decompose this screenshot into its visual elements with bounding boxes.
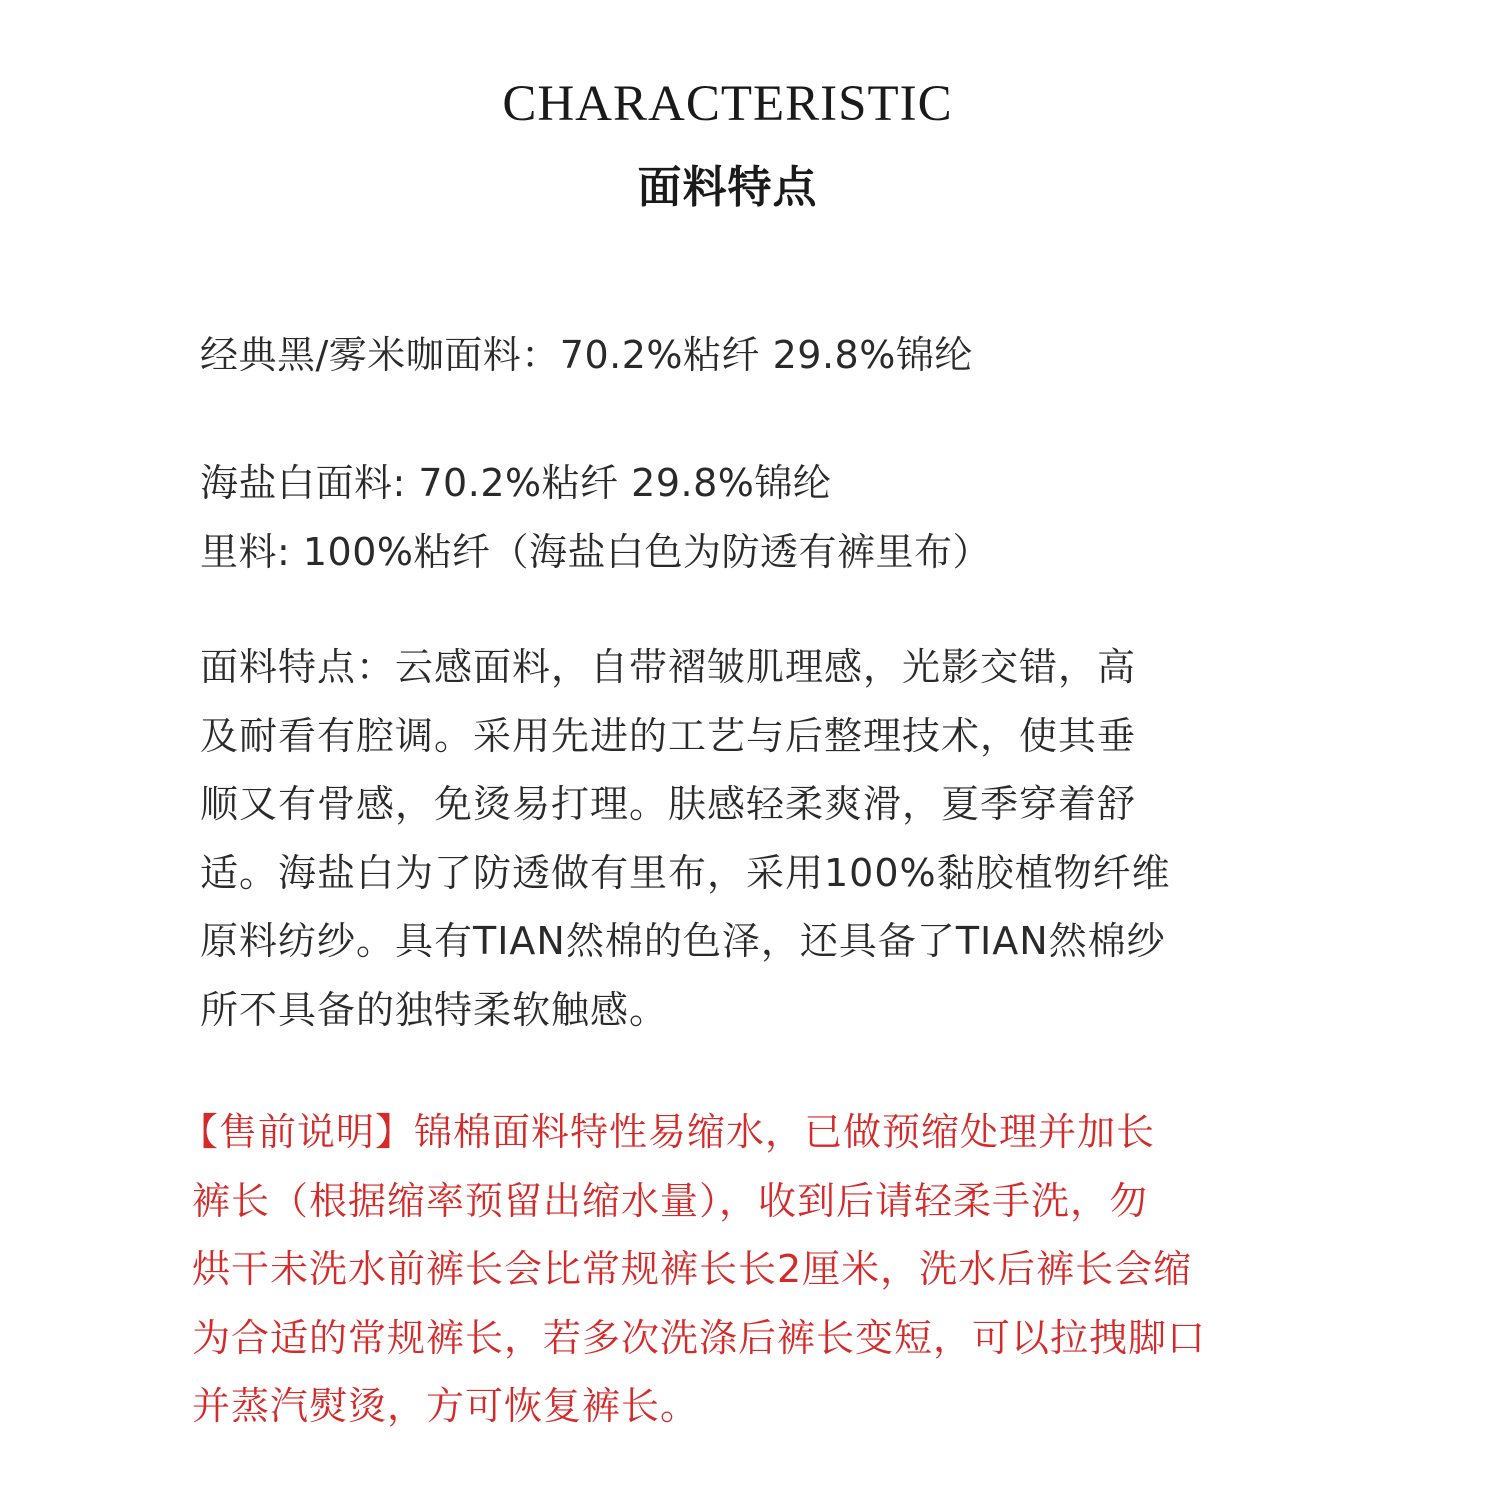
composition-line-dark-colors: 经典黑/雾米咖面料：70.2%粘纤 29.8%锦纶 [200,333,973,377]
fabric-features-line: 及耐看有腔调。采用先进的工艺与后整理技术，使其垂 [200,713,1137,758]
composition-line-lining: 里料: 100%粘纤（海盐白色为防透有裤里布） [200,530,992,574]
fabric-features-line: 原料纺纱。具有TIAN然棉的色泽，还具备了TIAN然棉纱 [200,919,1166,963]
page-subtitle: 面料特点 [637,162,818,213]
fabric-features-line: 所不具备的独特柔软触感。 [200,987,669,1032]
presale-notice-line: 为合适的常规裤长，若多次洗涤后裤长变短，可以拉拽脚口 [192,1315,1207,1360]
presale-notice-line: 并蒸汽熨烫，方可恢复裤长。 [192,1384,700,1428]
presale-notice-line: 烘干未洗水前裤长会比常规裤长长2厘米，洗水后裤长会缩 [192,1247,1193,1291]
presale-notice-line: 【售前说明】锦棉面料特性易缩水，已做预缩处理并加长 [180,1110,1156,1154]
page-title: CHARACTERISTIC [502,76,953,132]
fabric-features-paragraph [200,633,1171,1044]
fabric-features-line: 面料特点：云感面料，自带褶皱肌理感，光影交错，高 [200,645,1137,689]
fabric-features-line: 顺又有骨感，免烫易打理。肤感轻柔爽滑，夏季穿着舒 [200,782,1137,826]
presale-notice [180,1098,1206,1441]
presale-notice-line: 裤长（根据缩率预留出缩水量），收到后请轻柔手洗，勿 [192,1178,1149,1223]
composition-line-white: 海盐白面料: 70.2%粘纤 29.8%锦纶 [200,461,832,505]
fabric-features-line: 适。海盐白为了防透做有里布，采用100%黏胶植物纤维 [200,850,1171,895]
